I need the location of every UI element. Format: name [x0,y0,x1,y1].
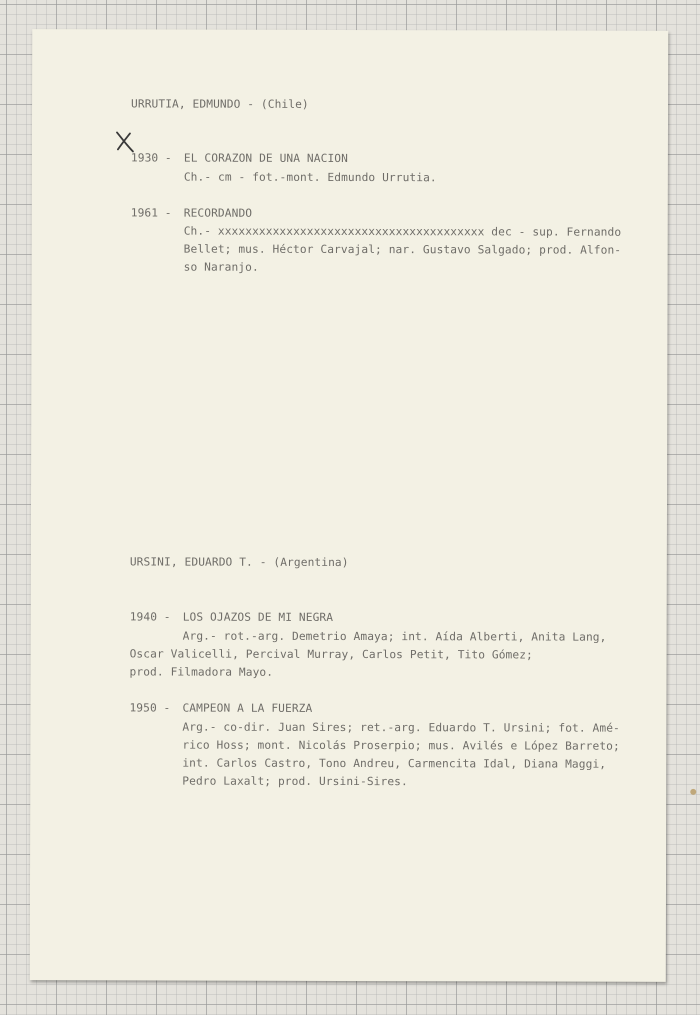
index-card [30,29,668,982]
film-credits-line: int. Carlos Castro, Tono Andreu, Carmencita Idal, Diana Maggi, [182,756,607,771]
film-separator: - [164,151,172,165]
film-credits-line: so Naranjo. [183,260,259,274]
film-credits-line: rico Hoss; mont. Nicolás Proserpio; mus. Avilés e López Barreto; [182,738,620,753]
film-title: EL CORAZON DE UNA NACION [183,151,348,165]
film-separator: - [164,206,172,220]
filmmaker-header: URRUTIA, EDMUNDO - (Chile) [131,97,309,111]
film-credits-line: Arg.- rot.-arg. Demetrio Amaya; int. Aída Alberti, Anita Lang, [182,629,607,644]
film-credits-line: Pedro Laxalt; prod. Ursini-Sires. [182,774,408,789]
film-credits-line: Bellet; mus. Héctor Carvajal; nar. Gustavo Salgado; prod. Alfon- [183,242,622,257]
film-separator: - [163,610,171,624]
film-year: 1961 [130,206,159,220]
film-credits-line: Ch.- xxxxxxxxxxxxxxxxxxxxxxxxxxxxxxxxxxxxxxx dec - sup. Fernando [183,224,622,239]
film-credits-line: Ch.- cm - fot.-mont. Edmundo Urrutia. [183,170,437,185]
film-year: 1950 [129,701,157,715]
film-year: 1930 [130,151,159,165]
handwritten-x-mark [114,129,136,153]
film-title: LOS OJAZOS DE MI NEGRA [182,610,334,624]
film-credits-line: Oscar Valicelli, Percival Murray, Carlos Petit, Tito Gómez; [129,647,533,662]
filmmaker-header: URSINI, EDUARDO T. - (Argentina) [129,555,349,569]
film-title: CAMPEON A LA FUERZA [182,701,313,715]
film-year: 1940 [129,610,158,624]
film-credits-line: prod. Filmadora Mayo. [129,665,274,679]
film-credits-line: Arg.- co-dir. Juan Sires; ret.-arg. Eduardo T. Ursini; fot. Amé- [182,720,620,735]
film-title: RECORDANDO [183,206,253,220]
paper-stain [690,789,696,795]
film-separator: - [163,701,171,715]
